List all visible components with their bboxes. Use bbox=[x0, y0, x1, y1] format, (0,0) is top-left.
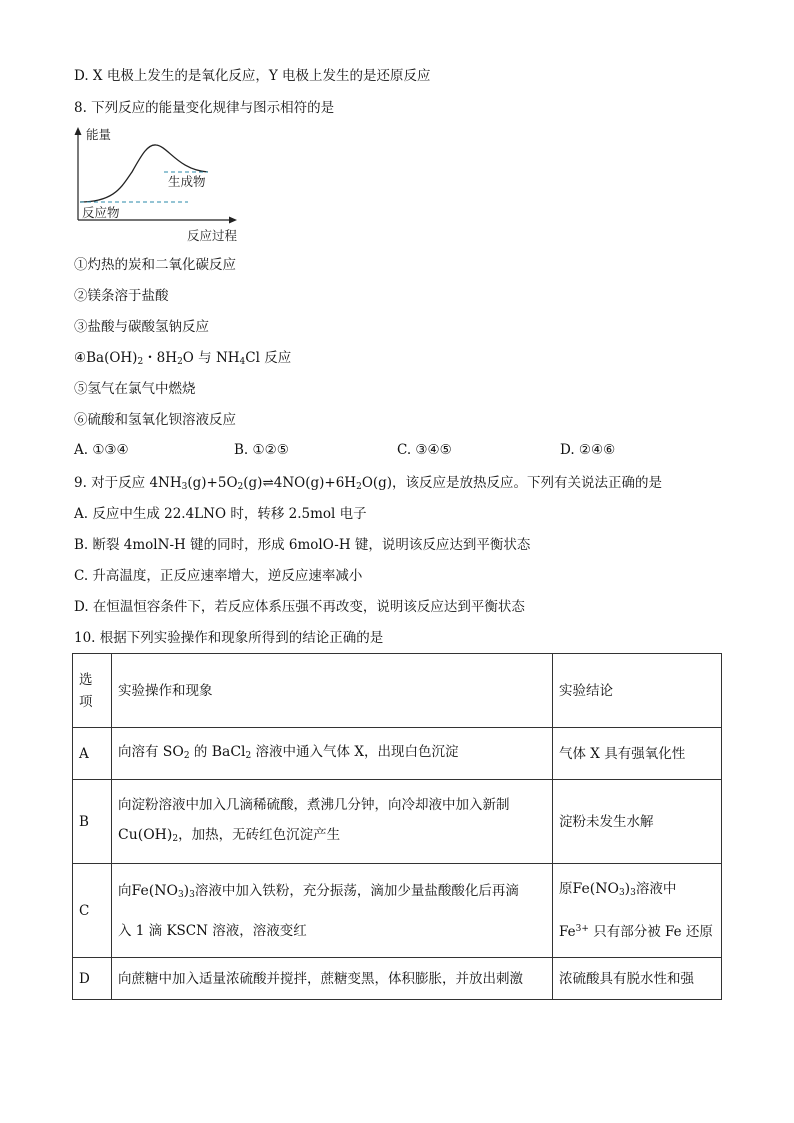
experiment-table bbox=[72, 653, 722, 1000]
row-operation: 向$Fe(NO_3)_3$溶液中加入铁粉，充分振荡，滴加少量盐酸酸化后再滴 入 1 滴 KSCN 溶液，溶液变红 bbox=[112, 864, 553, 958]
product-label: 生成物 bbox=[168, 174, 206, 189]
row-operation: 向淀粉溶液中加入几滴稀硫酸，煮沸几分钟，向冷却液中加入新制 $Cu(OH)_2$，加热，无砖红色沉淀产生 bbox=[112, 780, 553, 864]
q9-option-d: D. 在恒温恒容条件下，若反应体系压强不再改变，说明该反应达到平衡状态 bbox=[74, 599, 525, 615]
q8-item-1: ①灼热的炭和二氧化碳反应 bbox=[74, 257, 236, 273]
row-option: D bbox=[73, 958, 112, 1000]
row-conclusion: 淀粉未发生水解 bbox=[553, 780, 722, 864]
q8-options bbox=[74, 442, 734, 462]
q8-option-b: B. ①②⑤ bbox=[234, 442, 289, 458]
q8-item-5: ⑤氢气在氯气中燃烧 bbox=[74, 381, 196, 397]
q8-option-d: D. ②④⑥ bbox=[560, 442, 616, 458]
y-axis-label: 能量 bbox=[86, 127, 112, 142]
row-option: A bbox=[73, 728, 112, 780]
row-operation: 向溶有 $SO_2$ 的 BaCl$_2$ 溶液中通入气体 X，出现白色沉淀 bbox=[112, 728, 553, 780]
row-conclusion: 原$Fe(NO_3)_3$溶液中 $Fe^{3+}$ 只有部分被 Fe 还原 bbox=[553, 864, 722, 958]
q9-option-c: C. 升高温度，正反应速率增大，逆反应速率减小 bbox=[74, 568, 363, 584]
q8-stem: 8. 下列反应的能量变化规律与图示相符的是 bbox=[74, 100, 335, 116]
q8-item-6: ⑥硫酸和氢氧化钡溶液反应 bbox=[74, 412, 236, 428]
table-row bbox=[73, 958, 722, 1000]
table-row bbox=[73, 728, 722, 780]
q8-item-4: $④Ba(OH)_2$・$8H_2O$ 与 $NH_4Cl$ 反应 bbox=[74, 350, 292, 367]
energy-diagram bbox=[60, 124, 260, 248]
q9-option-a: A. 反应中生成 22.4LNO 时，转移 2.5mol 电子 bbox=[74, 506, 367, 522]
row-conclusion: 浓硫酸具有脱水性和强 bbox=[553, 958, 722, 1000]
table-row bbox=[73, 780, 722, 864]
q10-stem: 10. 根据下列实验操作和现象所得到的结论正确的是 bbox=[74, 630, 384, 646]
row-option: B bbox=[73, 780, 112, 864]
row-option: C bbox=[73, 864, 112, 958]
reactant-label: 反应物 bbox=[82, 205, 120, 220]
q8-option-a: A. ①③④ bbox=[74, 442, 129, 458]
row-operation: 向蔗糖中加入适量浓硫酸并搅拌，蔗糖变黑，体积膨胀，并放出刺激 bbox=[112, 958, 553, 1000]
q8-option-c: C. ③④⑤ bbox=[397, 442, 452, 458]
q9-stem: 9. 对于反应 $4NH_3(g)+5O_2(g)\rightleftharpoons 4NO(g)+6H_2O(g)$，该反应是放热反应。下列有关说法正确的是 bbox=[74, 475, 663, 492]
header-option: 选 项 bbox=[73, 654, 112, 728]
q9-option-b: B. 断裂 4molN-H 键的同时，形成 6molO-H 键，说明该反应达到平衡状态 bbox=[74, 537, 531, 553]
table-row bbox=[73, 864, 722, 958]
q8-item-3: ③盐酸与碳酸氢钠反应 bbox=[74, 319, 209, 335]
table-header-row bbox=[73, 654, 722, 728]
q8-item-2: ②镁条溶于盐酸 bbox=[74, 288, 169, 304]
row-conclusion: 气体 X 具有强氧化性 bbox=[553, 728, 722, 780]
header-operation: 实验操作和现象 bbox=[112, 654, 553, 728]
x-axis-arrow-icon bbox=[229, 217, 237, 224]
x-axis-label: 反应过程 bbox=[187, 228, 238, 243]
q7-option-d: D. X 电极上发生的是氧化反应，Y 电极上发生的是还原反应 bbox=[74, 68, 431, 84]
y-axis-arrow-icon bbox=[75, 127, 82, 135]
header-conclusion: 实验结论 bbox=[553, 654, 722, 728]
